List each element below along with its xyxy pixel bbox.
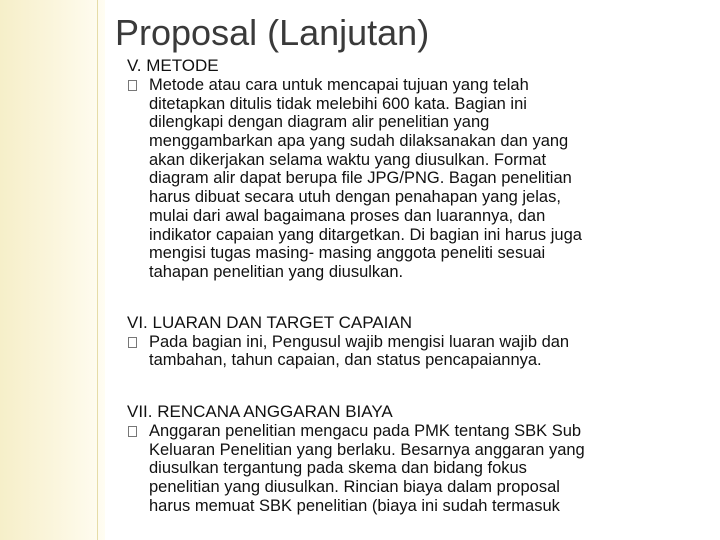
- paragraph-line: menggambarkan apa yang sudah dilaksanakan dan yang: [149, 132, 569, 151]
- paragraph-line: Anggaran penelitian mengacu pada PMK tentang SBK Sub: [149, 421, 582, 440]
- paragraph-line: harus dibuat secara utuh dengan penahapan yang jelas,: [149, 188, 561, 207]
- bullet-paragraph: [127, 333, 697, 370]
- paragraph-line: Keluaran Penelitian yang berlaku. Besarnya anggaran yang: [149, 440, 585, 459]
- slide-title: Proposal (Lanjutan): [115, 12, 430, 53]
- section-heading: V. METODE: [127, 56, 219, 75]
- stripe-divider: [97, 0, 98, 540]
- bullet-paragraph: [127, 76, 697, 282]
- decorative-stripe: [0, 0, 105, 540]
- paragraph-line: akan dikerjakan selama waktu yang diusulkan. Format: [149, 150, 547, 169]
- section-heading: VI. LUARAN DAN TARGET CAPAIAN: [127, 312, 412, 332]
- section-metode: [127, 56, 697, 282]
- paragraph-line: diusulkan tergantung pada skema dan bidang fokus: [149, 459, 527, 478]
- paragraph-line: diagram alir dapat berupa file JPG/PNG. Bagan penelitian: [149, 169, 572, 188]
- section-heading: VII. RENCANA ANGGARAN BIAYA: [127, 401, 393, 421]
- section-luaran: [127, 313, 697, 370]
- square-bullet-icon: [128, 337, 137, 348]
- paragraph-line: Pada bagian ini, Pengusul wajib mengisi luaran wajib dan: [149, 332, 570, 351]
- paragraph-line: mengisi tugas masing- masing anggota peneliti sesuai: [149, 244, 546, 263]
- square-bullet-icon: [128, 80, 137, 91]
- paragraph-line: harus memuat SBK penelitian (biaya ini sudah termasuk: [149, 496, 560, 515]
- section-anggaran: [127, 402, 697, 515]
- paragraph-line: tahapan penelitian yang diusulkan.: [149, 262, 404, 281]
- bullet-paragraph: [127, 422, 697, 515]
- paragraph-line: Metode atau cara untuk mencapai tujuan yang telah: [149, 76, 529, 94]
- paragraph-line: dilengkapi dengan diagram alir penelitian yang: [149, 113, 490, 132]
- paragraph-line: indikator capaian yang ditargetkan. Di bagian ini harus juga: [149, 225, 582, 244]
- paragraph-line: penelitian yang diusulkan. Rincian biaya dalam proposal: [149, 478, 560, 496]
- slide-content: [127, 56, 697, 515]
- paragraph-line: ditetapkan ditulis tidak melebihi 600 kata. Bagian ini: [149, 94, 527, 113]
- paragraph-line: mulai dari awal bagaimana proses dan luarannya, dan: [149, 206, 546, 225]
- paragraph-line: tambahan, tahun capaian, dan status pencapaiannya.: [149, 351, 542, 370]
- square-bullet-icon: [128, 426, 137, 437]
